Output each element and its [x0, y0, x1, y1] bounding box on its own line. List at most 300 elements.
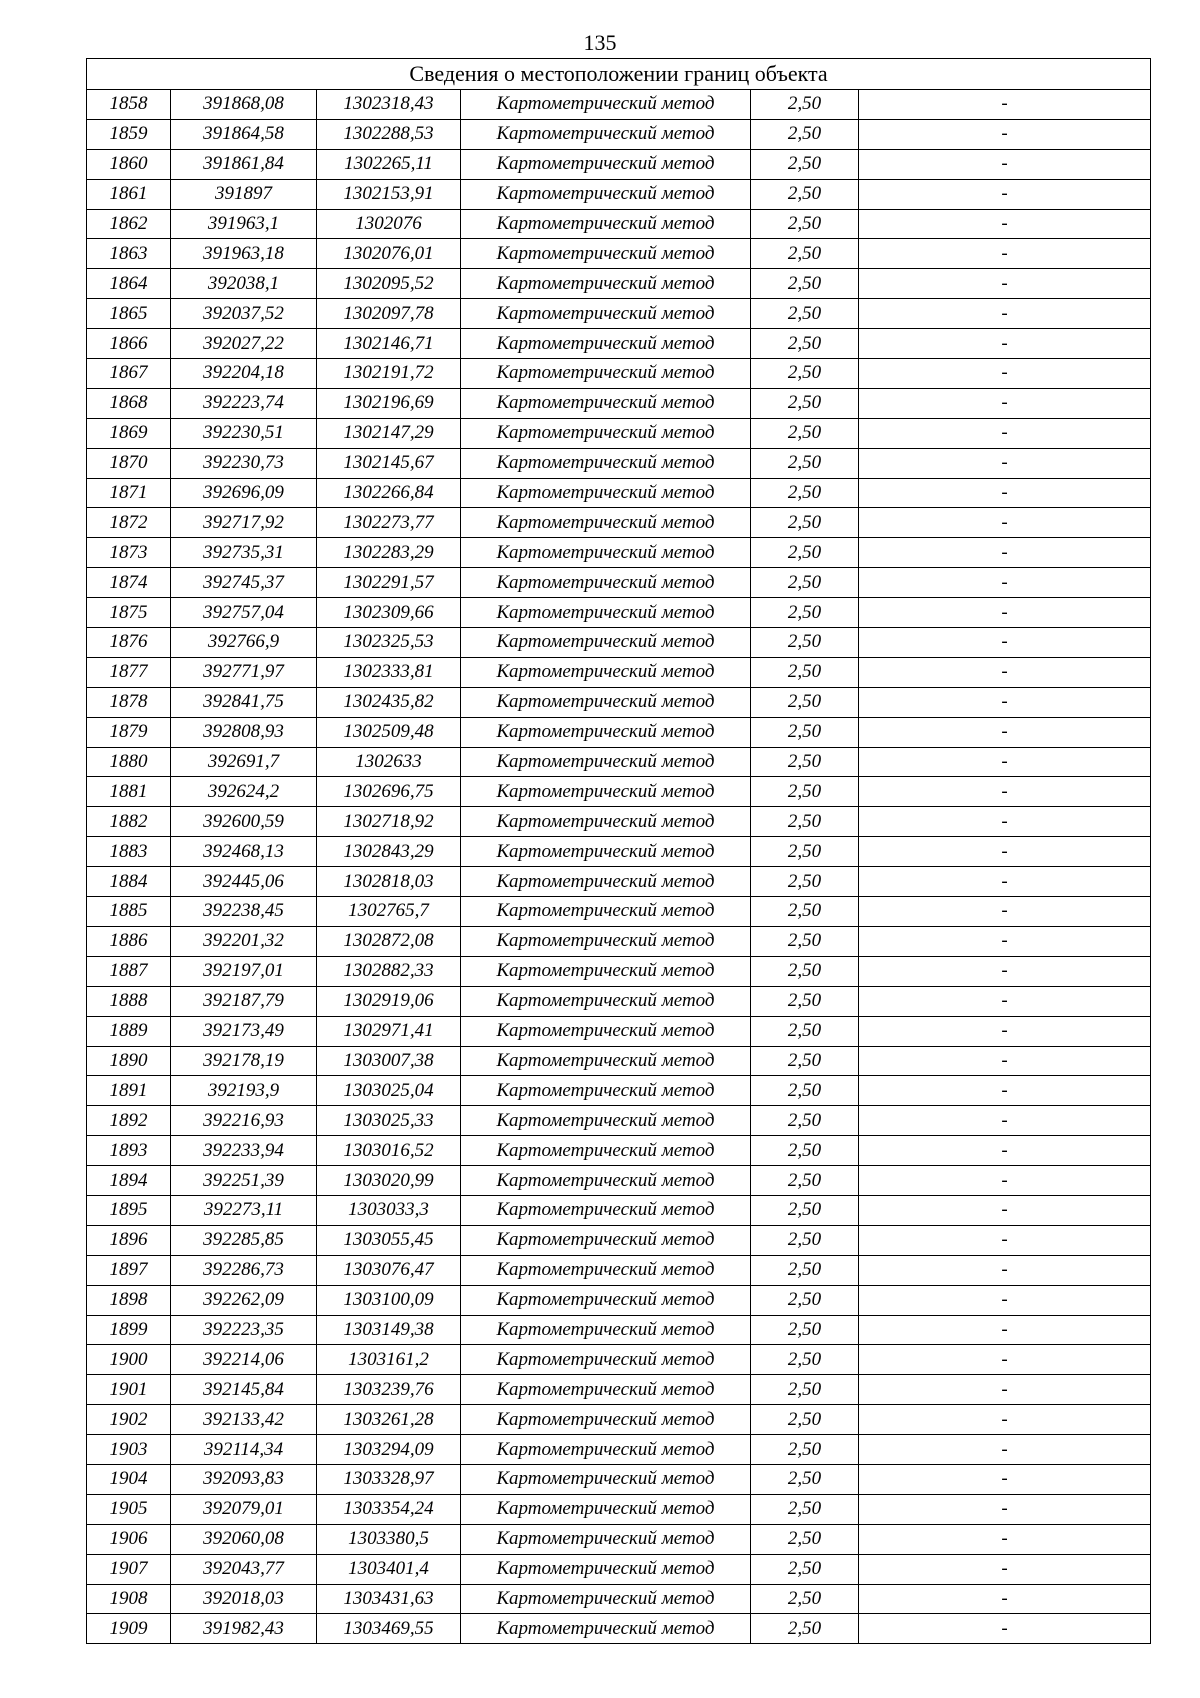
cell-accuracy: 2,50: [751, 1435, 859, 1465]
table-row: [87, 448, 1151, 478]
table-row: [87, 1016, 1151, 1046]
cell-point-number: 1895: [87, 1195, 171, 1225]
cell-coord-y: 1303239,76: [317, 1375, 461, 1405]
cell-description: -: [859, 986, 1151, 1016]
cell-point-number: 1903: [87, 1435, 171, 1465]
cell-description: -: [859, 329, 1151, 359]
cell-coord-x: 392735,31: [171, 538, 317, 568]
cell-coord-y: 1302919,06: [317, 986, 461, 1016]
cell-method: Картометрический метод: [461, 1614, 751, 1644]
cell-coord-y: 1302076,01: [317, 239, 461, 269]
cell-coord-x: 392771,97: [171, 657, 317, 687]
cell-coord-x: 392691,7: [171, 747, 317, 777]
cell-coord-x: 392233,94: [171, 1136, 317, 1166]
cell-coord-x: 391864,58: [171, 119, 317, 149]
cell-accuracy: 2,50: [751, 418, 859, 448]
cell-method: Картометрический метод: [461, 149, 751, 179]
cell-point-number: 1886: [87, 926, 171, 956]
cell-method: Картометрический метод: [461, 837, 751, 867]
cell-coord-y: 1302872,08: [317, 926, 461, 956]
cell-accuracy: 2,50: [751, 986, 859, 1016]
cell-method: Картометрический метод: [461, 299, 751, 329]
cell-method: Картометрический метод: [461, 329, 751, 359]
cell-method: Картометрический метод: [461, 1106, 751, 1136]
cell-coord-y: 1302145,67: [317, 448, 461, 478]
cell-method: Картометрический метод: [461, 1166, 751, 1196]
table-row: [87, 1046, 1151, 1076]
cell-method: Картометрический метод: [461, 717, 751, 747]
cell-accuracy: 2,50: [751, 926, 859, 956]
cell-coord-y: 1303261,28: [317, 1405, 461, 1435]
cell-accuracy: 2,50: [751, 747, 859, 777]
cell-accuracy: 2,50: [751, 269, 859, 299]
cell-description: -: [859, 657, 1151, 687]
cell-method: Картометрический метод: [461, 1016, 751, 1046]
table-row: [87, 717, 1151, 747]
cell-description: -: [859, 628, 1151, 658]
cell-coord-y: 1303100,09: [317, 1285, 461, 1315]
cell-method: Картометрический метод: [461, 1345, 751, 1375]
table-row: [87, 867, 1151, 897]
cell-coord-y: 1303354,24: [317, 1494, 461, 1524]
cell-method: Картометрический метод: [461, 1435, 751, 1465]
page-number: 135: [583, 30, 617, 55]
cell-point-number: 1863: [87, 239, 171, 269]
cell-coord-x: 391868,08: [171, 90, 317, 120]
table-row: [87, 1375, 1151, 1405]
cell-point-number: 1890: [87, 1046, 171, 1076]
cell-accuracy: 2,50: [751, 1076, 859, 1106]
cell-method: Картометрический метод: [461, 119, 751, 149]
cell-method: Картометрический метод: [461, 956, 751, 986]
cell-description: -: [859, 1046, 1151, 1076]
table-row: [87, 807, 1151, 837]
table-row: [87, 538, 1151, 568]
cell-coord-x: 392223,74: [171, 388, 317, 418]
table-row: [87, 1195, 1151, 1225]
cell-point-number: 1887: [87, 956, 171, 986]
cell-coord-y: 1303033,3: [317, 1195, 461, 1225]
cell-point-number: 1866: [87, 329, 171, 359]
cell-coord-x: 392038,1: [171, 269, 317, 299]
cell-accuracy: 2,50: [751, 1166, 859, 1196]
cell-accuracy: 2,50: [751, 508, 859, 538]
cell-coord-x: 392079,01: [171, 1494, 317, 1524]
cell-point-number: 1861: [87, 179, 171, 209]
cell-coord-y: 1303161,2: [317, 1345, 461, 1375]
cell-coord-y: 1302147,29: [317, 418, 461, 448]
cell-coord-y: 1302843,29: [317, 837, 461, 867]
cell-method: Картометрический метод: [461, 1285, 751, 1315]
cell-coord-y: 1302509,48: [317, 717, 461, 747]
cell-description: -: [859, 687, 1151, 717]
table-row: [87, 687, 1151, 717]
cell-point-number: 1865: [87, 299, 171, 329]
table-row: [87, 1435, 1151, 1465]
cell-description: -: [859, 359, 1151, 389]
cell-method: Картометрический метод: [461, 1076, 751, 1106]
table-row: [87, 269, 1151, 299]
cell-method: Картометрический метод: [461, 1494, 751, 1524]
cell-coord-y: 1303380,5: [317, 1524, 461, 1554]
cell-accuracy: 2,50: [751, 897, 859, 927]
cell-point-number: 1872: [87, 508, 171, 538]
cell-coord-x: 392223,35: [171, 1315, 317, 1345]
cell-accuracy: 2,50: [751, 1494, 859, 1524]
cell-method: Картометрический метод: [461, 1524, 751, 1554]
cell-description: -: [859, 508, 1151, 538]
cell-point-number: 1877: [87, 657, 171, 687]
cell-method: Картометрический метод: [461, 568, 751, 598]
cell-accuracy: 2,50: [751, 598, 859, 628]
table-row: [87, 1106, 1151, 1136]
cell-accuracy: 2,50: [751, 299, 859, 329]
table-body: [87, 90, 1151, 1644]
table-row: [87, 1464, 1151, 1494]
cell-coord-y: 1302146,71: [317, 329, 461, 359]
cell-description: -: [859, 1076, 1151, 1106]
table-row: [87, 777, 1151, 807]
cell-description: -: [859, 239, 1151, 269]
cell-coord-y: 1303149,38: [317, 1315, 461, 1345]
cell-point-number: 1897: [87, 1255, 171, 1285]
cell-method: Картометрический метод: [461, 1195, 751, 1225]
table-row: [87, 1494, 1151, 1524]
cell-description: -: [859, 1166, 1151, 1196]
cell-coord-y: 1302196,69: [317, 388, 461, 418]
cell-accuracy: 2,50: [751, 1016, 859, 1046]
cell-description: -: [859, 1195, 1151, 1225]
cell-coord-y: 1303076,47: [317, 1255, 461, 1285]
cell-description: -: [859, 1375, 1151, 1405]
cell-point-number: 1900: [87, 1345, 171, 1375]
cell-accuracy: 2,50: [751, 209, 859, 239]
cell-coord-y: 1302265,11: [317, 149, 461, 179]
cell-coord-y: 1303007,38: [317, 1046, 461, 1076]
cell-coord-x: 391897: [171, 179, 317, 209]
cell-method: Картометрический метод: [461, 269, 751, 299]
cell-coord-x: 392624,2: [171, 777, 317, 807]
cell-accuracy: 2,50: [751, 1375, 859, 1405]
cell-accuracy: 2,50: [751, 1405, 859, 1435]
table-row: [87, 209, 1151, 239]
table-row: [87, 1584, 1151, 1614]
cell-method: Картометрический метод: [461, 867, 751, 897]
cell-point-number: 1906: [87, 1524, 171, 1554]
table-row: [87, 926, 1151, 956]
cell-point-number: 1870: [87, 448, 171, 478]
cell-coord-y: 1302288,53: [317, 119, 461, 149]
cell-coord-y: 1303020,99: [317, 1166, 461, 1196]
cell-method: Картометрический метод: [461, 1136, 751, 1166]
cell-description: -: [859, 538, 1151, 568]
cell-description: -: [859, 926, 1151, 956]
cell-coord-y: 1303025,04: [317, 1076, 461, 1106]
cell-point-number: 1860: [87, 149, 171, 179]
table-row: [87, 1315, 1151, 1345]
cell-coord-y: 1303294,09: [317, 1435, 461, 1465]
cell-coord-x: 392037,52: [171, 299, 317, 329]
cell-method: Картометрический метод: [461, 448, 751, 478]
table-row: [87, 1255, 1151, 1285]
table-title-row: [87, 59, 1151, 90]
cell-point-number: 1891: [87, 1076, 171, 1106]
cell-accuracy: 2,50: [751, 837, 859, 867]
cell-method: Картометрический метод: [461, 90, 751, 120]
table-row: [87, 837, 1151, 867]
cell-coord-x: 392214,06: [171, 1345, 317, 1375]
cell-coord-y: 1302765,7: [317, 897, 461, 927]
table-row: [87, 657, 1151, 687]
table-row: [87, 299, 1151, 329]
cell-coord-x: 391963,1: [171, 209, 317, 239]
cell-coord-y: 1302435,82: [317, 687, 461, 717]
cell-method: Картометрический метод: [461, 897, 751, 927]
cell-description: -: [859, 568, 1151, 598]
cell-coord-x: 392060,08: [171, 1524, 317, 1554]
cell-description: -: [859, 1524, 1151, 1554]
cell-point-number: 1878: [87, 687, 171, 717]
table-row: [87, 1166, 1151, 1196]
cell-point-number: 1881: [87, 777, 171, 807]
cell-point-number: 1879: [87, 717, 171, 747]
cell-description: -: [859, 1315, 1151, 1345]
cell-accuracy: 2,50: [751, 1225, 859, 1255]
cell-coord-x: 392285,85: [171, 1225, 317, 1255]
cell-coord-y: 1302325,53: [317, 628, 461, 658]
cell-point-number: 1875: [87, 598, 171, 628]
cell-coord-y: 1302191,72: [317, 359, 461, 389]
cell-coord-x: 392114,34: [171, 1435, 317, 1465]
cell-coord-y: 1302882,33: [317, 956, 461, 986]
cell-method: Картометрический метод: [461, 478, 751, 508]
cell-point-number: 1874: [87, 568, 171, 598]
cell-coord-x: 392766,9: [171, 628, 317, 658]
table-row: [87, 568, 1151, 598]
cell-point-number: 1908: [87, 1584, 171, 1614]
cell-coord-y: 1302291,57: [317, 568, 461, 598]
cell-point-number: 1904: [87, 1464, 171, 1494]
cell-coord-x: 391861,84: [171, 149, 317, 179]
table-row: [87, 1225, 1151, 1255]
cell-coord-x: 392600,59: [171, 807, 317, 837]
cell-point-number: 1882: [87, 807, 171, 837]
table-row: [87, 1345, 1151, 1375]
cell-coord-x: 392178,19: [171, 1046, 317, 1076]
cell-coord-x: 392145,84: [171, 1375, 317, 1405]
cell-point-number: 1867: [87, 359, 171, 389]
cell-accuracy: 2,50: [751, 239, 859, 269]
cell-description: -: [859, 269, 1151, 299]
cell-accuracy: 2,50: [751, 1106, 859, 1136]
cell-method: Картометрический метод: [461, 388, 751, 418]
table-row: [87, 1076, 1151, 1106]
cell-accuracy: 2,50: [751, 179, 859, 209]
cell-description: -: [859, 1405, 1151, 1435]
cell-coord-x: 392043,77: [171, 1554, 317, 1584]
cell-method: Картометрический метод: [461, 209, 751, 239]
cell-accuracy: 2,50: [751, 329, 859, 359]
cell-description: -: [859, 897, 1151, 927]
cell-coord-x: 392230,51: [171, 418, 317, 448]
cell-accuracy: 2,50: [751, 956, 859, 986]
cell-point-number: 1864: [87, 269, 171, 299]
table-row: [87, 359, 1151, 389]
cell-accuracy: 2,50: [751, 628, 859, 658]
table-row: [87, 628, 1151, 658]
cell-coord-x: 392193,9: [171, 1076, 317, 1106]
cell-accuracy: 2,50: [751, 717, 859, 747]
cell-point-number: 1896: [87, 1225, 171, 1255]
cell-coord-x: 392093,83: [171, 1464, 317, 1494]
cell-accuracy: 2,50: [751, 149, 859, 179]
cell-coord-x: 392696,09: [171, 478, 317, 508]
cell-method: Картометрический метод: [461, 538, 751, 568]
cell-point-number: 1862: [87, 209, 171, 239]
cell-description: -: [859, 747, 1151, 777]
cell-point-number: 1880: [87, 747, 171, 777]
cell-accuracy: 2,50: [751, 1285, 859, 1315]
cell-method: Картометрический метод: [461, 687, 751, 717]
cell-coord-y: 1303055,45: [317, 1225, 461, 1255]
cell-method: Картометрический метод: [461, 508, 751, 538]
table-row: [87, 119, 1151, 149]
cell-coord-x: 392273,11: [171, 1195, 317, 1225]
cell-coord-y: 1302696,75: [317, 777, 461, 807]
cell-accuracy: 2,50: [751, 1195, 859, 1225]
cell-description: -: [859, 1106, 1151, 1136]
cell-description: -: [859, 956, 1151, 986]
cell-method: Картометрический метод: [461, 1255, 751, 1285]
cell-coord-y: 1302971,41: [317, 1016, 461, 1046]
cell-coord-x: 392216,93: [171, 1106, 317, 1136]
cell-description: -: [859, 1614, 1151, 1644]
cell-method: Картометрический метод: [461, 359, 751, 389]
cell-description: -: [859, 1584, 1151, 1614]
cell-description: -: [859, 1494, 1151, 1524]
cell-coord-x: 391963,18: [171, 239, 317, 269]
table-row: [87, 986, 1151, 1016]
cell-point-number: 1884: [87, 867, 171, 897]
cell-coord-y: 1302333,81: [317, 657, 461, 687]
table-row: [87, 1554, 1151, 1584]
cell-coord-x: 392468,13: [171, 837, 317, 867]
cell-coord-x: 392197,01: [171, 956, 317, 986]
cell-point-number: 1905: [87, 1494, 171, 1524]
cell-description: -: [859, 299, 1151, 329]
table-title: Сведения о местоположении границ объекта: [87, 59, 1151, 90]
cell-coord-y: 1302097,78: [317, 299, 461, 329]
cell-coord-x: 392445,06: [171, 867, 317, 897]
cell-description: -: [859, 1016, 1151, 1046]
cell-accuracy: 2,50: [751, 90, 859, 120]
cell-accuracy: 2,50: [751, 119, 859, 149]
cell-accuracy: 2,50: [751, 359, 859, 389]
cell-coord-x: 392808,93: [171, 717, 317, 747]
cell-coord-y: 1302318,43: [317, 90, 461, 120]
cell-method: Картометрический метод: [461, 418, 751, 448]
cell-point-number: 1858: [87, 90, 171, 120]
table-row: [87, 179, 1151, 209]
cell-method: Картометрический метод: [461, 1225, 751, 1255]
cell-method: Картометрический метод: [461, 1405, 751, 1435]
cell-accuracy: 2,50: [751, 1614, 859, 1644]
table-row: [87, 388, 1151, 418]
cell-accuracy: 2,50: [751, 1524, 859, 1554]
cell-coord-x: 392262,09: [171, 1285, 317, 1315]
cell-description: -: [859, 1554, 1151, 1584]
cell-description: -: [859, 448, 1151, 478]
cell-description: -: [859, 598, 1151, 628]
cell-description: -: [859, 149, 1151, 179]
cell-coord-x: 391982,43: [171, 1614, 317, 1644]
cell-point-number: 1885: [87, 897, 171, 927]
cell-point-number: 1909: [87, 1614, 171, 1644]
cell-point-number: 1894: [87, 1166, 171, 1196]
cell-accuracy: 2,50: [751, 1136, 859, 1166]
cell-point-number: 1901: [87, 1375, 171, 1405]
cell-point-number: 1869: [87, 418, 171, 448]
cell-coord-y: 1303469,55: [317, 1614, 461, 1644]
cell-point-number: 1892: [87, 1106, 171, 1136]
cell-method: Картометрический метод: [461, 239, 751, 269]
cell-coord-x: 392745,37: [171, 568, 317, 598]
cell-coord-x: 392018,03: [171, 1584, 317, 1614]
cell-method: Картометрический метод: [461, 1584, 751, 1614]
cell-description: -: [859, 1285, 1151, 1315]
cell-coord-y: 1302095,52: [317, 269, 461, 299]
cell-accuracy: 2,50: [751, 1345, 859, 1375]
cell-coord-y: 1302266,84: [317, 478, 461, 508]
cell-description: -: [859, 388, 1151, 418]
cell-method: Картометрический метод: [461, 747, 751, 777]
cell-description: -: [859, 867, 1151, 897]
table-row: [87, 418, 1151, 448]
cell-coord-x: 392757,04: [171, 598, 317, 628]
cell-description: -: [859, 1255, 1151, 1285]
cell-coord-x: 392173,49: [171, 1016, 317, 1046]
table-row: [87, 239, 1151, 269]
cell-method: Картометрический метод: [461, 986, 751, 1016]
cell-method: Картометрический метод: [461, 807, 751, 837]
cell-coord-y: 1302718,92: [317, 807, 461, 837]
cell-description: -: [859, 209, 1151, 239]
cell-description: -: [859, 1435, 1151, 1465]
cell-description: -: [859, 478, 1151, 508]
table-row: [87, 508, 1151, 538]
cell-method: Картометрический метод: [461, 1375, 751, 1405]
cell-point-number: 1868: [87, 388, 171, 418]
cell-accuracy: 2,50: [751, 478, 859, 508]
cell-point-number: 1873: [87, 538, 171, 568]
cell-accuracy: 2,50: [751, 538, 859, 568]
cell-accuracy: 2,50: [751, 1315, 859, 1345]
cell-coord-y: 1303016,52: [317, 1136, 461, 1166]
cell-description: -: [859, 837, 1151, 867]
cell-accuracy: 2,50: [751, 1046, 859, 1076]
cell-coord-x: 392717,92: [171, 508, 317, 538]
cell-accuracy: 2,50: [751, 777, 859, 807]
cell-description: -: [859, 1225, 1151, 1255]
cell-coord-y: 1303328,97: [317, 1464, 461, 1494]
cell-method: Картометрический метод: [461, 628, 751, 658]
cell-description: -: [859, 179, 1151, 209]
cell-coord-x: 392238,45: [171, 897, 317, 927]
cell-method: Картометрический метод: [461, 1315, 751, 1345]
cell-point-number: 1893: [87, 1136, 171, 1166]
cell-point-number: 1871: [87, 478, 171, 508]
cell-method: Картометрический метод: [461, 1554, 751, 1584]
